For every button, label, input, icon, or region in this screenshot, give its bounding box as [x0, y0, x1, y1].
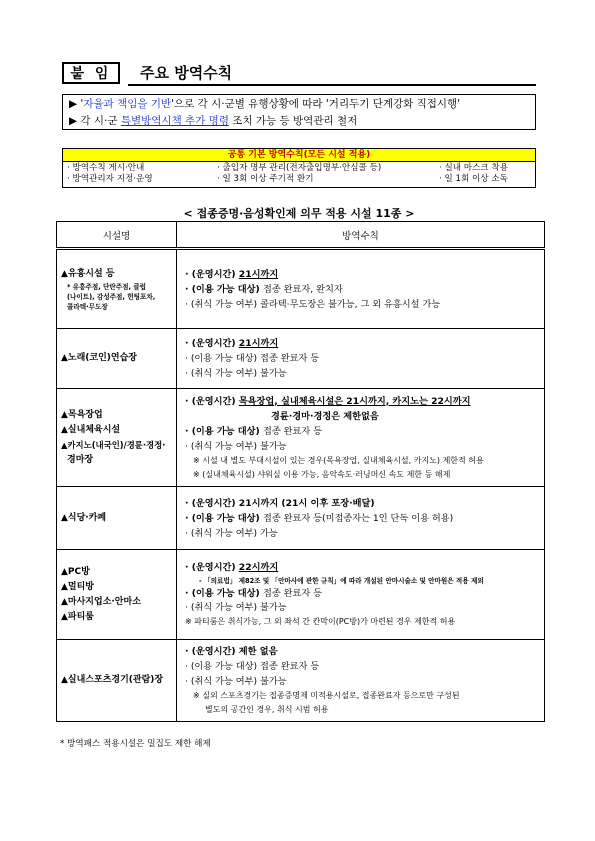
rule-value: 접종 완료자 등(미접종자는 1인 단독 이용 허용): [262, 512, 454, 524]
table-header-row: [57, 222, 545, 249]
notice-line-2-highlight: 특별방역시책 추가 명령: [120, 115, 229, 127]
column-header-facility: 시설명: [57, 222, 177, 249]
common-rules-title: 공통 기본 방역수칙(모든 시설 적용): [63, 149, 535, 162]
common-rule-item: · 일 1회 이상 소독: [439, 174, 508, 184]
facility-cell: [57, 389, 177, 487]
column-header-rules: 방역수칙: [177, 222, 545, 249]
rule-value: 가능: [260, 527, 278, 539]
common-rule-item: · 출입자 명부 관리(전자출입명부·안심콜 등): [217, 163, 382, 173]
rules-cell: [177, 550, 545, 640]
rule-value: 22시까지: [238, 561, 279, 573]
common-rule-item: · 방역관리자 지정·운영: [67, 174, 153, 184]
rule-line: [185, 601, 536, 615]
rule-line: [185, 644, 536, 659]
rule-value: 불가능: [260, 601, 287, 613]
rule-line: [185, 366, 536, 381]
notice-line-1-rest: '으로 각 시·군별 유행상황에 따라 '거리두기 단계강화 직접시행': [171, 98, 461, 110]
rule-line: [185, 511, 536, 526]
common-rule-item: · 방역수칙 게시·안내: [67, 163, 145, 173]
table-row: [57, 487, 545, 550]
rule-label: · (운영시간): [185, 497, 239, 509]
facility-subnote: 콜라텍·무도장: [67, 302, 108, 311]
common-rules-box: [62, 148, 536, 188]
rule-line: [185, 409, 536, 424]
notice-line-1-prefix: ▶ ': [69, 98, 84, 110]
facility-subnote: * 유흥주점, 단란주점, 클럽: [67, 282, 147, 291]
notice-line-1-highlight: 자율과 책임을 기반: [83, 98, 172, 110]
table-subtitle: < 접종증명·음성확인제 의무 적용 시설 11종 >: [183, 207, 415, 220]
rule-label: · (운영시간): [185, 395, 239, 407]
rule-note: ※ 시설 내 별도 부대시설이 있는 경우(목욕장업, 실내체육시설, 카지노) 제한적 허용: [193, 455, 484, 465]
facility-rules-table: [56, 221, 545, 722]
table-row: [57, 329, 545, 389]
facility-name: ▲마사지업소·안마소: [61, 596, 141, 607]
rule-note: 별도의 공간인 경우, 취식 시범 허용: [205, 705, 329, 714]
rule-line: [185, 336, 536, 351]
rules-cell: [177, 389, 545, 487]
table-row: [57, 550, 545, 640]
rule-value: 접종 완료자 등: [260, 353, 320, 364]
rule-value: 접종 완료자 등: [262, 587, 323, 599]
rule-value: 21시까지: [238, 268, 279, 280]
rule-label: · (취식 가능 여부): [185, 601, 261, 613]
facility-name: ▲목욕장업: [61, 409, 103, 420]
title-underline: [128, 84, 536, 86]
attachment-tag: 붙 임: [62, 62, 120, 84]
facility-name: ▲파티룸: [61, 611, 95, 622]
facility-cell: [57, 487, 177, 550]
rule-subnote: - 「의료법」 제82조 및 「안마사에 관한 규칙」에 따라 개설된 안마시술소 및 안마원은 적용 제외: [199, 576, 484, 585]
notice-line-2: [69, 113, 529, 130]
rule-value: 21시까지: [238, 338, 279, 349]
rule-value: 목욕장업, 실내체육시설은 21시까지, 카지노는 22시까지: [238, 395, 471, 407]
rule-note: ※ (실내체육시설) 샤워실 이용 가능, 음악속도·러닝머신 속도 제한 등 해제: [193, 469, 451, 479]
rule-label: · (이용 가능 대상): [185, 512, 263, 524]
notice-line-2-rest: 조치 가능 등 방역관리 철저: [228, 115, 358, 127]
rule-line: [185, 351, 536, 366]
table-row: [57, 640, 545, 722]
facility-name: ▲노래(코인)연습장: [61, 353, 138, 363]
rule-line: [185, 496, 536, 511]
common-rules-list: [63, 162, 535, 187]
facility-cell: [57, 249, 177, 329]
facility-name: ▲실내스포츠경기(관람)장: [61, 675, 164, 685]
rule-note: ※ 실외 스포츠경기는 접종증명제 미적용시설로, 접종완료자 등으로만 구성된: [193, 691, 460, 700]
facility-name: 경마장: [67, 454, 94, 465]
rule-label: · (이용 가능 대상): [185, 425, 263, 437]
rule-label: · (취식 가능 여부): [185, 368, 261, 379]
rule-label: · (운영시간): [185, 561, 239, 573]
facility-name: ▲카지노(내국인)/경륜·경정·: [61, 439, 166, 450]
rules-cell: [177, 487, 545, 550]
rules-cell: [177, 640, 545, 722]
rule-value: 경륜·경마·경정은 제한없음: [271, 410, 379, 422]
facility-cell: [57, 550, 177, 640]
rule-line: [185, 659, 536, 674]
rule-value: 불가능: [260, 368, 287, 379]
notice-box: [62, 94, 536, 130]
rule-value: 불가능: [260, 676, 287, 687]
facility-name: ▲멀티방: [61, 581, 95, 592]
table-row: [57, 389, 545, 487]
rule-label: · (취식 가능 여부): [185, 440, 261, 452]
table-row: [57, 249, 545, 329]
rule-label: · (취식 가능 여부): [185, 298, 261, 310]
rule-label: · (이용 가능 대상): [185, 661, 261, 672]
footnote: * 방역패스 적용시설은 밀집도 제한 해제: [60, 739, 211, 749]
page-title: 주요 방역수칙: [140, 64, 233, 82]
rule-line: [185, 674, 536, 689]
rule-note: ※ 파티룸은 취식가능, 그 외 좌석 간 칸막이(PC방)가 마련된 경우 제한적 허용: [185, 616, 456, 626]
rule-label: · (취식 가능 여부): [185, 676, 261, 687]
rule-line: [185, 282, 536, 297]
rule-line: [185, 297, 536, 312]
facility-name: ▲식당·카페: [61, 512, 107, 523]
facility-name: ▲실내체육시설: [61, 424, 121, 435]
rule-label: · (운영시간): [185, 268, 239, 280]
rule-line: [185, 526, 536, 541]
rule-value: 불가능: [260, 440, 287, 452]
rule-value: 콜라텍·무도장은 불가능, 그 외 유흥시설 가능: [260, 298, 441, 310]
rule-line: [185, 394, 536, 409]
facility-cell: [57, 640, 177, 722]
rule-value: 접종 완료자, 완치자: [262, 283, 343, 295]
rules-cell: [177, 329, 545, 389]
rule-line: [185, 267, 536, 282]
rule-label: · (이용 가능 대상): [185, 353, 261, 364]
rule-value: 21시까지 (21시 이후 포장·배달): [238, 497, 375, 509]
rule-label: · (이용 가능 대상): [185, 283, 263, 295]
rule-value: 접종 완료자 등: [262, 425, 323, 437]
rules-cell: [177, 249, 545, 329]
rule-label: · (취식 가능 여부): [185, 527, 261, 539]
rule-label: · (이용 가능 대상): [185, 587, 263, 599]
common-rule-item: · 일 3회 이상 주기적 환기: [217, 174, 314, 184]
notice-line-1: [69, 96, 529, 113]
facility-subnote: (나이트), 감성주점, 헌팅포차,: [67, 292, 156, 301]
facility-name: ▲유흥시설 등: [61, 268, 115, 279]
facility-cell: [57, 329, 177, 389]
rule-value: 접종 완료자 등: [260, 661, 320, 672]
rule-line: [185, 561, 536, 575]
facility-name: ▲PC방: [61, 566, 90, 577]
rule-label: · (운영시간): [185, 646, 239, 657]
rule-line: [185, 439, 536, 454]
rule-line: [185, 424, 536, 439]
rule-value: 제한 없음: [238, 646, 278, 657]
rule-line: [185, 587, 536, 601]
common-rule-item: · 실내 마스크 착용: [439, 163, 509, 173]
rule-label: · (운영시간): [185, 338, 239, 349]
notice-line-2-prefix: ▶ 각 시·군: [69, 115, 121, 127]
